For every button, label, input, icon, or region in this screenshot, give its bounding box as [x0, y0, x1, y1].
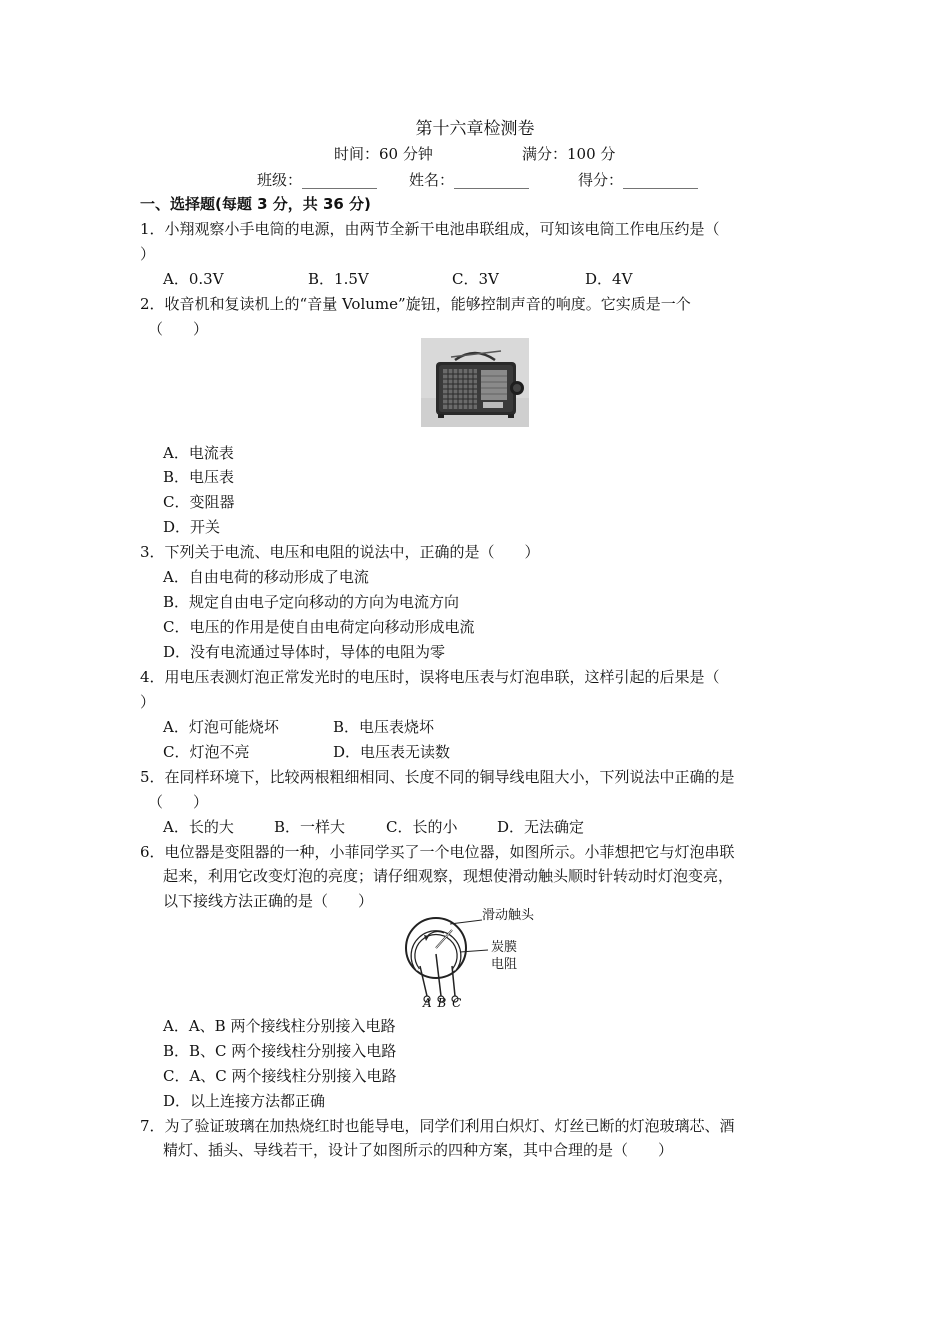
page-title: 第十六章检测卷 — [415, 119, 535, 139]
q6-stem-cont: 起来，利用它改变灯泡的亮度；请仔细观察，现想使滑动触头顺时针转动时灯泡变亮， — [163, 867, 734, 885]
q4-option-b: B．电压表烧坏 — [333, 718, 435, 736]
class-field: 班级：__________ — [257, 171, 378, 189]
q4-option-a: A．灯泡可能烧坏 — [163, 718, 279, 736]
q1-option-a: A．0.3V — [163, 270, 224, 288]
q6-option-b: B．B、C 两个接线柱分别接入电路 — [163, 1042, 397, 1060]
potentiometer-figure — [400, 908, 550, 1013]
q4-stem: 4．用电压表测灯泡正常发光时的电压时，误将电压表与灯泡串联，这样引起的后果是（ — [140, 668, 720, 686]
q6-option-d: D．以上连接方法都正确 — [163, 1092, 326, 1110]
exam-time: 时间：60 分钟 — [334, 145, 433, 163]
score-field: 得分：__________ — [578, 171, 699, 189]
full-score: 满分：100 分 — [522, 145, 616, 163]
q5-option-b: B．一样大 — [274, 818, 346, 836]
q1-option-c: C．3V — [452, 270, 499, 288]
q4-stem-cont: ） — [140, 693, 156, 711]
radio-image — [421, 338, 529, 427]
q4-option-d: D．电压表无读数 — [333, 743, 451, 761]
q1-option-d: D．4V — [585, 270, 633, 288]
q4-option-c: C．灯泡不亮 — [163, 743, 250, 761]
q2-option-c: C．变阻器 — [163, 493, 235, 511]
q3-stem: 3．下列关于电流、电压和电阻的说法中，正确的是（ ） — [140, 543, 540, 561]
q6-stem-cont2: 以下接线方法正确的是（ ） — [163, 892, 374, 910]
q1-stem-cont: ） — [140, 245, 156, 263]
section-heading: 一、选择题(每题 3 分，共 36 分) — [140, 195, 371, 213]
q6-stem: 6．电位器是变阻器的一种，小菲同学买了一个电位器，如图所示。小菲想把它与灯泡串联 — [140, 843, 735, 861]
label-resistor: 电阻 — [491, 957, 518, 972]
q2-option-a: A．电流表 — [163, 444, 234, 462]
q5-stem: 5．在同样环境下，比较两根粗细相同、长度不同的铜导线电阻大小，下列说法中正确的是 — [140, 768, 735, 786]
q7-stem-cont: 精灯、插头、导线若干，设计了如图所示的四种方案，其中合理的是（ ） — [163, 1141, 674, 1159]
q5-option-d: D．无法确定 — [497, 818, 585, 836]
q5-stem-cont: （ ） — [148, 793, 209, 811]
q6-option-a: A．A、B 两个接线柱分别接入电路 — [163, 1017, 396, 1035]
q2-option-d: D．开关 — [163, 518, 221, 536]
q3-option-a: A．自由电荷的移动形成了电流 — [163, 568, 369, 586]
q2-option-b: B．电压表 — [163, 468, 235, 486]
q5-option-a: A．长的大 — [163, 818, 234, 836]
q2-stem-cont: （ ） — [148, 320, 209, 338]
label-slider-contact: 滑动触头 — [482, 908, 535, 923]
label-carbon-film: 炭膜 — [491, 940, 518, 955]
q1-option-b: B．1.5V — [308, 270, 369, 288]
q7-stem: 7．为了验证玻璃在加热烧红时也能导电，同学们利用白炽灯、灯丝已断的灯泡玻璃芯、酒 — [140, 1117, 735, 1135]
q3-option-d: D．没有电流通过导体时，导体的电阻为零 — [163, 643, 446, 661]
name-field: 姓名：__________ — [409, 171, 530, 189]
label-terminals: A B C — [423, 996, 463, 1010]
q1-stem: 1．小翔观察小手电筒的电源，由两节全新干电池串联组成，可知该电筒工作电压约是（ — [140, 220, 720, 238]
q5-option-c: C．长的小 — [386, 818, 458, 836]
q3-option-c: C．电压的作用是使自由电荷定向移动形成电流 — [163, 618, 475, 636]
q2-stem: 2．收音机和复读机上的“音量 Volume”旋钮，能够控制声音的响度。它实质是一个 — [140, 295, 691, 313]
q3-option-b: B．规定自由电子定向移动的方向为电流方向 — [163, 593, 460, 611]
q6-option-c: C．A、C 两个接线柱分别接入电路 — [163, 1067, 397, 1085]
